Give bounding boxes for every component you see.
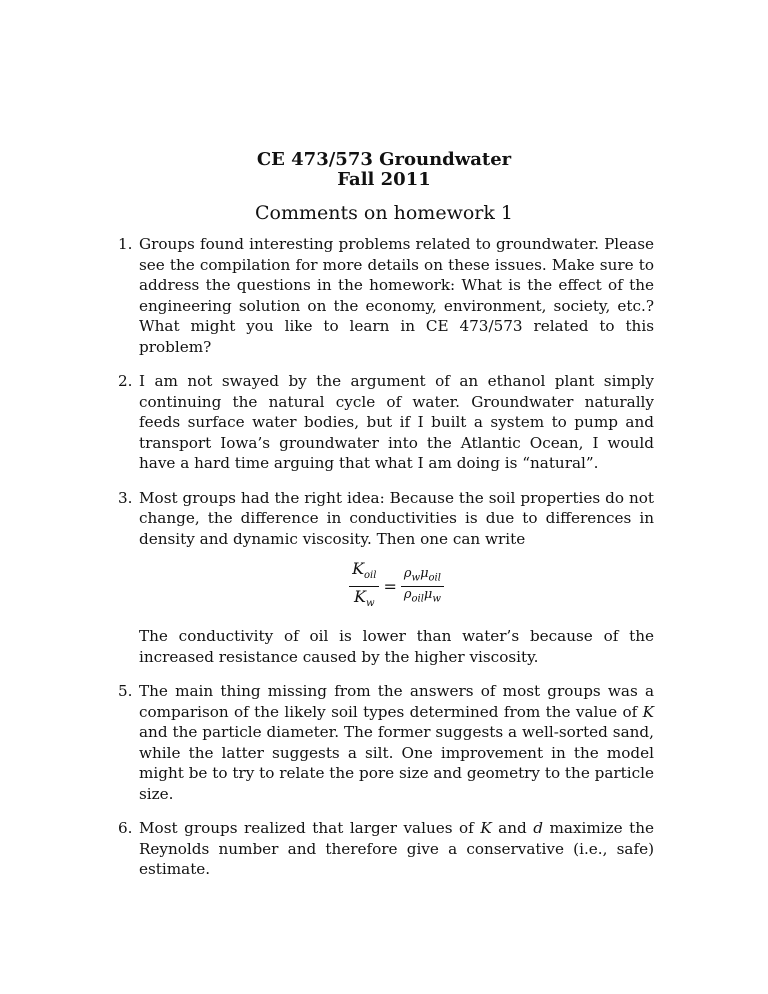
variable-k: K bbox=[642, 702, 654, 721]
variable-d: d bbox=[533, 819, 543, 838]
list-item bbox=[118, 818, 654, 880]
item-number: 6. bbox=[118, 819, 133, 838]
list-item bbox=[118, 371, 654, 474]
mu-oil-symbol: μ bbox=[420, 565, 429, 581]
mu-w-subscript: w bbox=[432, 593, 441, 605]
course-title: CE 473/573 Groundwater bbox=[256, 149, 512, 170]
conductivity-equation bbox=[139, 559, 654, 614]
lhs-fraction bbox=[349, 559, 379, 614]
item-body bbox=[139, 488, 654, 668]
rho-oil-symbol: ρ bbox=[403, 587, 412, 603]
list-item bbox=[118, 681, 654, 804]
term-title: Fall 2011 bbox=[337, 169, 431, 190]
item-text: Groups found interesting problems related to groundwater. Please see the compilation for more details on these issues. Make sure to address the questions in the homework: What is the effect of the engineering solution on the economy, environment, society, etc.? What might you like to learn in CE 473/573 related to this problem? bbox=[139, 235, 654, 356]
k-w-subscript: w bbox=[365, 598, 375, 610]
document-subtitle: Comments on homework 1 bbox=[255, 202, 513, 224]
item-text: Most groups had the right idea: Because the soil properties do not change, the difference in conductivities is due to differences in density and dynamic viscosity. Then one can write bbox=[139, 488, 654, 548]
rho-w-symbol: ρ bbox=[403, 565, 412, 581]
k-w-symbol: K bbox=[353, 587, 366, 607]
list-item bbox=[118, 488, 654, 668]
mu-oil-subscript: oil bbox=[428, 572, 441, 584]
item-followup-text: The conductivity of oil is lower than water’s because of the increased resistance caused by the higher viscosity. bbox=[139, 627, 654, 666]
k-oil-symbol: K bbox=[352, 559, 365, 578]
equals-sign: = bbox=[383, 577, 397, 597]
item-text: Most groups realized that larger values of K and d maximize the Reynolds number and therefore give a conservative (i.e., safe) estimate. bbox=[139, 819, 654, 879]
comments-list bbox=[118, 234, 654, 894]
rho-w-subscript: w bbox=[411, 572, 421, 584]
item-number: 1. bbox=[118, 235, 133, 253]
item-number: 3. bbox=[118, 488, 133, 507]
title-block bbox=[0, 150, 768, 224]
mu-w-symbol: μ bbox=[423, 587, 433, 603]
item-text: The main thing missing from the answers of most groups was a comparison of the likely soil types determined from the value of K and the particle diameter. The former suggests a well-sorted sand, while the latter suggests a silt. One improvement in the model might be to try to relate the pore size and geometry to the particle size. bbox=[139, 682, 654, 803]
rho-oil-subscript: oil bbox=[411, 593, 424, 605]
item-number: 5. bbox=[118, 682, 133, 701]
list-item bbox=[118, 234, 654, 357]
item-number: 2. bbox=[118, 372, 133, 390]
variable-k: K bbox=[480, 819, 492, 838]
item-text: I am not swayed by the argument of an ethanol plant simply continuing the natural cycle of water. Groundwater naturally feeds surface water bodies, but if I built a system to pump and transport Iowa’s groundwater into the Atlantic Ocean, I would have a hard time arguing that what I am doing is “natural”. bbox=[139, 372, 654, 472]
rhs-fraction bbox=[401, 566, 444, 608]
k-oil-subscript: oil bbox=[364, 570, 377, 582]
